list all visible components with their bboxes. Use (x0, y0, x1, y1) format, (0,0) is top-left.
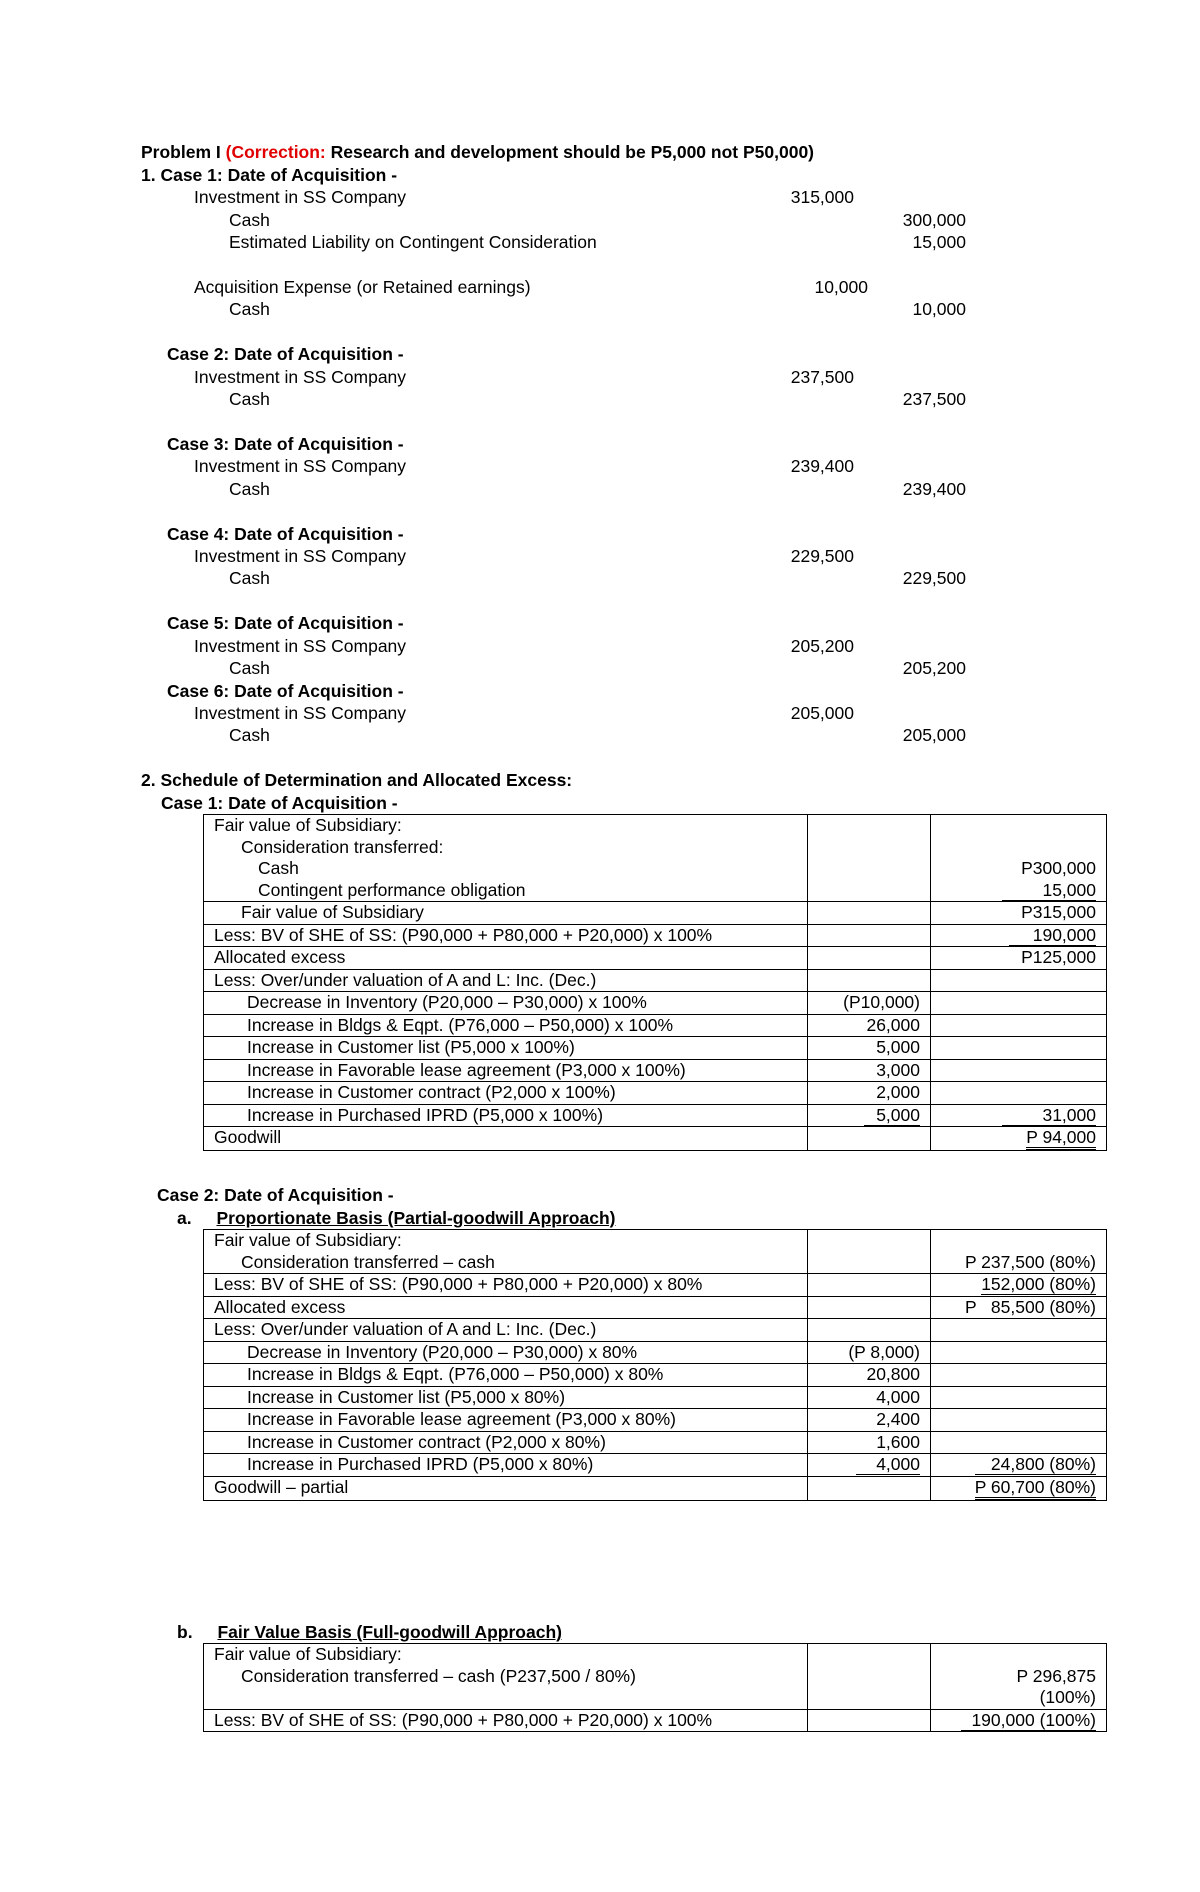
adjustment-value: 5,000 (864, 1106, 920, 1126)
allocated-excess-label: Allocated excess (204, 1296, 808, 1319)
adjustment-value: (P 8,000) (808, 1341, 931, 1364)
correction-text: Research and development should be P5,000 not P50,000) (330, 142, 815, 162)
journal-account: Investment in SS Company (194, 367, 407, 387)
case5-journal-heading: Case 5: Date of Acquisition - (167, 613, 404, 633)
allocated-excess-value: P125,000 (931, 947, 1107, 970)
total-adjustment-value: 24,800 (80%) (975, 1455, 1096, 1475)
table-cell (931, 1409, 1107, 1432)
table-row (204, 1431, 1107, 1454)
journal-credit: 205,200 (902, 658, 966, 678)
case2a-title: Proportionate Basis (Partial-goodwill Approach) (216, 1208, 616, 1228)
cash-value: P300,000 (1021, 858, 1096, 878)
consideration-value: P 296,875 (1016, 1665, 1096, 1686)
adjustment-value: 2,000 (808, 1082, 931, 1105)
case2-schedule-heading: Case 2: Date of Acquisition - (157, 1185, 394, 1205)
goodwill-value: P 94,000 (1026, 1128, 1096, 1150)
table-row (204, 1296, 1107, 1319)
table-row (204, 1059, 1107, 1082)
goodwill-label: Goodwill (204, 1127, 808, 1151)
adjustment-label: Increase in Bldgs & Eqpt. (P76,000 – P50,000) x 80% (204, 1364, 808, 1387)
journal-account: Investment in SS Company (194, 546, 407, 566)
adjustment-value: 20,800 (808, 1364, 931, 1387)
adjustment-label: Increase in Customer contract (P2,000 x 80%) (204, 1431, 808, 1454)
table-cell (808, 1274, 931, 1297)
table-row (204, 1230, 1107, 1274)
journal-debit: 237,500 (790, 367, 854, 387)
consideration-label: Consideration transferred: (241, 836, 444, 857)
adjustment-value: 4,000 (856, 1455, 920, 1475)
table-cell (808, 902, 931, 925)
table-row (204, 924, 1107, 947)
journal-account: Estimated Liability on Contingent Consideration (229, 232, 597, 252)
table-cell (931, 1386, 1107, 1409)
adjustment-label: Increase in Purchased IPRD (P5,000 x 100%) (204, 1104, 808, 1127)
table-cell (204, 1230, 808, 1274)
case4-journal-heading: Case 4: Date of Acquisition - (167, 524, 404, 544)
less-bv-value: 152,000 (80%) (981, 1274, 1096, 1294)
table-row (204, 1709, 1107, 1732)
table-cell (808, 1644, 931, 1710)
journal-credit: 237,500 (902, 389, 966, 409)
case2-journal-heading: Case 2: Date of Acquisition - (167, 344, 404, 364)
correction-label: (Correction: (225, 142, 326, 162)
journal-account: Cash (229, 725, 270, 745)
goodwill-value: P 60,700 (80%) (975, 1478, 1096, 1500)
less-bv-value: 190,000 (100%) (961, 1711, 1096, 1731)
less-over-label: Less: Over/under valuation of A and L: Inc. (Dec.) (204, 1319, 808, 1342)
consideration-value: P 237,500 (80%) (964, 1251, 1096, 1272)
fv-subsidiary-label: Fair value of Subsidiary: (214, 1644, 402, 1664)
table-cell (808, 1709, 931, 1732)
table-cell (931, 1431, 1107, 1454)
journal-debit: 205,000 (790, 703, 854, 723)
table-row (204, 815, 1107, 902)
adjustment-label: Increase in Customer list (P5,000 x 80%) (204, 1386, 808, 1409)
table-cell (931, 1014, 1107, 1037)
table-cell (204, 815, 808, 902)
table-row (204, 1409, 1107, 1432)
table-cell (808, 924, 931, 947)
table-row (204, 1341, 1107, 1364)
case3-journal-heading: Case 3: Date of Acquisition - (167, 434, 404, 454)
contingent-label: Contingent performance obligation (258, 879, 526, 900)
table-cell (808, 1476, 931, 1500)
fv-total-label: Fair value of Subsidiary (204, 902, 808, 925)
case2a-schedule-table (203, 1229, 1107, 1501)
allocated-excess-value: P 85,500 (80%) (931, 1296, 1107, 1319)
case2b-title: Fair Value Basis (Full-goodwill Approach) (217, 1622, 562, 1642)
table-row (204, 947, 1107, 970)
table-row (204, 969, 1107, 992)
table-cell (808, 1230, 931, 1274)
table-cell (808, 969, 931, 992)
journal-account: Investment in SS Company (194, 703, 407, 723)
table-cell (931, 1644, 1107, 1710)
journal-debit: 315,000 (790, 187, 854, 207)
problem-heading (141, 141, 814, 163)
journal-account: Cash (229, 299, 270, 319)
less-over-label: Less: Over/under valuation of A and L: Inc. (Dec.) (204, 969, 808, 992)
table-cell (931, 969, 1107, 992)
adjustment-value: 2,400 (808, 1409, 931, 1432)
table-cell (931, 992, 1107, 1015)
journal-credit: 15,000 (912, 232, 966, 252)
case1-schedule-heading: Case 1: Date of Acquisition - (161, 793, 398, 813)
adjustment-label: Decrease in Inventory (P20,000 – P30,000) x 100% (204, 992, 808, 1015)
adjustment-value: 4,000 (808, 1386, 931, 1409)
journal-debit: 10,000 (814, 277, 868, 297)
adjustment-value: (P10,000) (808, 992, 931, 1015)
case2b-letter: b. (177, 1622, 193, 1642)
adjustment-label: Increase in Purchased IPRD (P5,000 x 80%) (204, 1454, 808, 1477)
journal-debit: 205,200 (790, 636, 854, 656)
journal-credit: 300,000 (902, 210, 966, 230)
problem-label: Problem I (141, 142, 221, 162)
goodwill-label: Goodwill – partial (204, 1476, 808, 1500)
table-row (204, 1014, 1107, 1037)
journal-account: Acquisition Expense (or Retained earnings) (194, 277, 531, 297)
journal-debit: 229,500 (790, 546, 854, 566)
table-row (204, 902, 1107, 925)
journal-account: Cash (229, 658, 270, 678)
table-row (204, 1386, 1107, 1409)
table-cell (931, 1364, 1107, 1387)
table-row (204, 1644, 1107, 1710)
part2-heading: 2. Schedule of Determination and Allocated Excess: (141, 770, 573, 790)
table-row (204, 1037, 1107, 1060)
journal-debit: 239,400 (790, 456, 854, 476)
fv-subsidiary-label: Fair value of Subsidiary: (214, 1230, 402, 1250)
journal-account: Cash (229, 479, 270, 499)
table-row (204, 992, 1107, 1015)
table-row (204, 1454, 1107, 1477)
table-cell (931, 1037, 1107, 1060)
journal-account: Cash (229, 389, 270, 409)
consideration-percent: (100%) (1039, 1687, 1096, 1707)
case6-journal-heading: Case 6: Date of Acquisition - (167, 681, 404, 701)
fv-total-value: P315,000 (931, 902, 1107, 925)
table-cell (931, 1341, 1107, 1364)
adjustment-label: Increase in Favorable lease agreement (P3,000 x 80%) (204, 1409, 808, 1432)
table-row (204, 1476, 1107, 1500)
table-row (204, 1127, 1107, 1151)
journal-account: Investment in SS Company (194, 187, 407, 207)
journal-credit: 239,400 (902, 479, 966, 499)
table-cell (808, 815, 931, 902)
journal-account: Investment in SS Company (194, 456, 407, 476)
table-cell (808, 1319, 931, 1342)
journal-credit: 229,500 (902, 568, 966, 588)
case2b-heading (177, 1621, 562, 1643)
table-cell (931, 1230, 1107, 1274)
contingent-value: 15,000 (1002, 881, 1096, 901)
fv-subsidiary-label: Fair value of Subsidiary: (214, 815, 402, 835)
table-row (204, 1104, 1107, 1127)
cash-label: Cash (258, 858, 299, 878)
case2a-letter: a. (177, 1208, 192, 1228)
table-cell (204, 1644, 808, 1710)
adjustment-value: 26,000 (808, 1014, 931, 1037)
adjustment-label: Increase in Bldgs & Eqpt. (P76,000 – P50,000) x 100% (204, 1014, 808, 1037)
table-row (204, 1364, 1107, 1387)
case1-schedule-table (203, 814, 1107, 1151)
less-bv-label: Less: BV of SHE of SS: (P90,000 + P80,000 + P20,000) x 80% (204, 1274, 808, 1297)
case2b-schedule-table (203, 1643, 1107, 1732)
journal-account: Cash (229, 210, 270, 230)
adjustment-value: 1,600 (808, 1431, 931, 1454)
table-cell (931, 1059, 1107, 1082)
adjustment-value: 5,000 (808, 1037, 931, 1060)
table-cell (931, 1082, 1107, 1105)
table-row (204, 1319, 1107, 1342)
journal-account: Investment in SS Company (194, 636, 407, 656)
table-cell (808, 1296, 931, 1319)
journal-account: Cash (229, 568, 270, 588)
less-bv-label: Less: BV of SHE of SS: (P90,000 + P80,000 + P20,000) x 100% (204, 924, 808, 947)
table-row (204, 1274, 1107, 1297)
consideration-label: Consideration transferred – cash (241, 1251, 495, 1272)
adjustment-label: Increase in Customer contract (P2,000 x 100%) (204, 1082, 808, 1105)
consideration-label: Consideration transferred – cash (P237,500 / 80%) (241, 1665, 636, 1686)
adjustment-label: Increase in Customer list (P5,000 x 100%) (204, 1037, 808, 1060)
less-bv-label: Less: BV of SHE of SS: (P90,000 + P80,000 + P20,000) x 100% (204, 1709, 808, 1732)
journal-credit: 10,000 (912, 299, 966, 319)
table-cell (931, 1319, 1107, 1342)
journal-credit: 205,000 (902, 725, 966, 745)
adjustment-label: Decrease in Inventory (P20,000 – P30,000) x 80% (204, 1341, 808, 1364)
table-cell (808, 947, 931, 970)
total-adjustment-value: 31,000 (1002, 1106, 1096, 1126)
allocated-excess-label: Allocated excess (204, 947, 808, 970)
less-bv-value: 190,000 (1009, 926, 1096, 946)
table-cell (808, 1127, 931, 1151)
table-row (204, 1082, 1107, 1105)
part1-heading: 1. Case 1: Date of Acquisition - (141, 165, 398, 185)
adjustment-value: 3,000 (808, 1059, 931, 1082)
case2a-heading (177, 1207, 615, 1229)
adjustment-label: Increase in Favorable lease agreement (P3,000 x 100%) (204, 1059, 808, 1082)
table-cell (931, 815, 1107, 902)
